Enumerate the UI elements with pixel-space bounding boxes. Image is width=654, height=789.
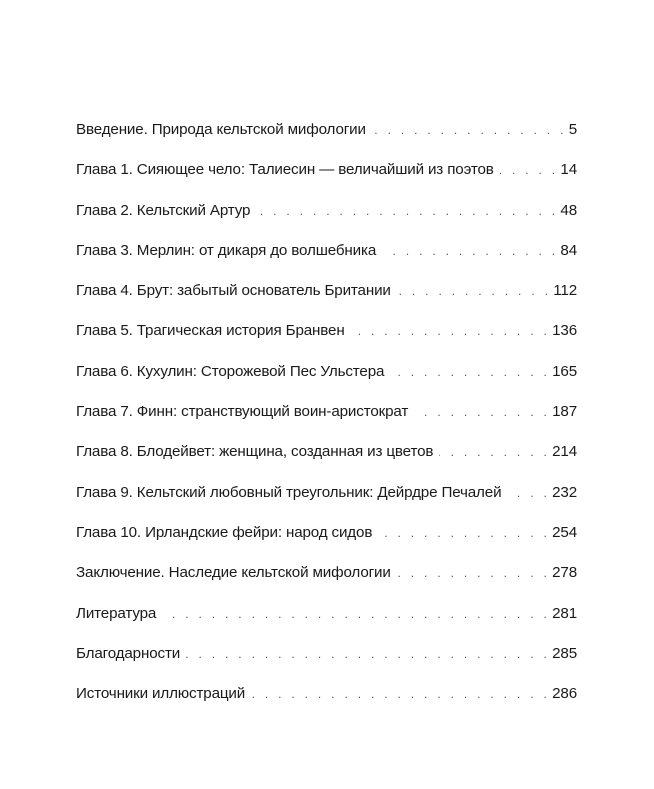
toc-entry-chapter-8 bbox=[76, 441, 577, 481]
dot-leader bbox=[186, 643, 550, 665]
toc-entry-page: 112 bbox=[553, 282, 577, 300]
toc-entry-title: Глава 5. Трагическая история Бранвен bbox=[76, 322, 345, 340]
toc-entry-page: 214 bbox=[552, 443, 577, 461]
toc-entry-page: 278 bbox=[552, 564, 577, 582]
toc-entry-chapter-10 bbox=[76, 522, 577, 562]
dot-leader bbox=[414, 401, 550, 423]
toc-entry-title: Введение. Природа кельтской мифологии bbox=[76, 121, 366, 138]
dot-leader bbox=[500, 159, 559, 181]
toc-entry-chapter-9 bbox=[76, 482, 577, 522]
toc-entry-chapter-5 bbox=[76, 320, 577, 360]
toc-entry-page: 14 bbox=[560, 161, 577, 179]
dot-leader bbox=[251, 683, 550, 705]
toc-entry-page: 286 bbox=[552, 685, 577, 703]
toc-entry-chapter-6 bbox=[76, 361, 577, 401]
toc-entry-title: Источники иллюстраций bbox=[76, 685, 246, 703]
toc-entry-illustration-sources bbox=[76, 683, 577, 723]
dot-leader bbox=[397, 280, 551, 302]
dot-leader bbox=[372, 119, 567, 141]
toc-entry-page: 281 bbox=[552, 604, 577, 622]
dot-leader bbox=[382, 240, 558, 262]
toc-entry-page: 48 bbox=[560, 201, 577, 219]
dot-leader bbox=[390, 361, 550, 383]
toc-entry-literature bbox=[76, 603, 577, 643]
toc-entry-page: 84 bbox=[560, 241, 577, 259]
toc-entry-title: Глава 10. Ирландские фейри: народ сидов bbox=[76, 523, 373, 541]
dot-leader bbox=[378, 522, 550, 544]
toc-entry-page: 254 bbox=[552, 523, 577, 541]
table-of-contents bbox=[76, 119, 577, 723]
dot-leader bbox=[507, 482, 550, 504]
toc-entry-page: 136 bbox=[552, 322, 577, 340]
dot-leader bbox=[439, 441, 550, 463]
toc-entry-page: 187 bbox=[552, 403, 577, 421]
toc-entry-page: 5 bbox=[568, 121, 577, 138]
dot-leader bbox=[351, 320, 551, 342]
toc-entry-chapter-7 bbox=[76, 401, 577, 441]
toc-entry-introduction bbox=[76, 119, 577, 159]
toc-entry-title: Глава 9. Кельтский любовный треугольник: Дейрдре Печалей bbox=[76, 483, 502, 501]
toc-entry-title: Глава 3. Мерлин: от дикаря до волшебника bbox=[76, 241, 377, 259]
toc-entry-chapter-4 bbox=[76, 280, 577, 320]
toc-entry-chapter-2 bbox=[76, 200, 577, 240]
toc-entry-title: Благодарности bbox=[76, 644, 181, 662]
toc-entry-chapter-1 bbox=[76, 159, 577, 199]
toc-entry-title: Глава 2. Кельтский Артур bbox=[76, 201, 251, 219]
toc-entry-page: 232 bbox=[552, 483, 577, 501]
toc-entry-page: 285 bbox=[552, 644, 577, 662]
toc-entry-title: Глава 8. Блодейвет: женщина, созданная из цветов bbox=[76, 443, 434, 461]
toc-entry-title: Глава 1. Сияющее чело: Талиесин — величайший из поэтов bbox=[76, 161, 494, 179]
toc-entry-title: Заключение. Наследие кельтской мифологии bbox=[76, 564, 391, 582]
toc-entry-acknowledgements bbox=[76, 643, 577, 683]
dot-leader bbox=[162, 603, 550, 625]
toc-entry-title: Глава 6. Кухулин: Сторожевой Пес Ульстера bbox=[76, 362, 385, 380]
toc-entry-chapter-3 bbox=[76, 240, 577, 280]
dot-leader bbox=[256, 200, 558, 222]
toc-entry-title: Глава 4. Брут: забытый основатель Британии bbox=[76, 282, 391, 300]
dot-leader bbox=[397, 562, 550, 584]
toc-entry-conclusion bbox=[76, 562, 577, 602]
toc-entry-title: Глава 7. Финн: странствующий воин-аристократ bbox=[76, 403, 409, 421]
toc-entry-title: Литература bbox=[76, 604, 157, 622]
toc-entry-page: 165 bbox=[552, 362, 577, 380]
